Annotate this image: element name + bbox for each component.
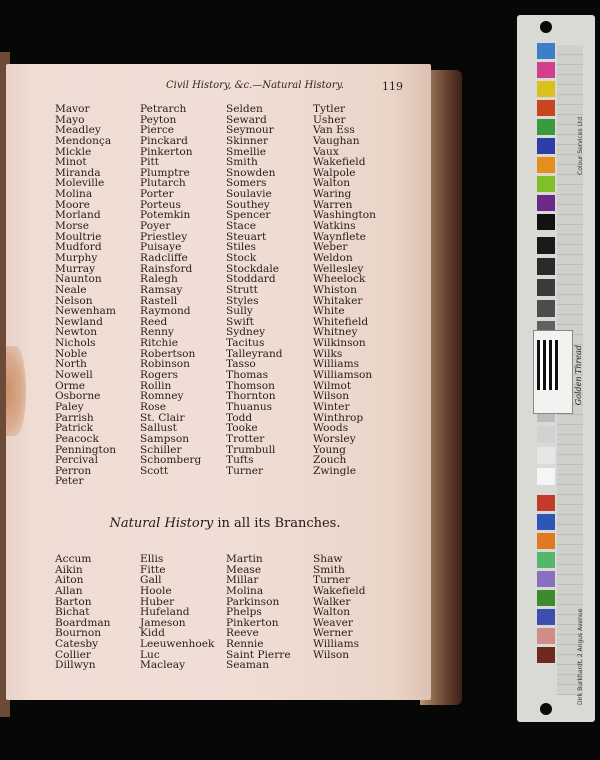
- name-entry: Priestley: [140, 230, 188, 243]
- name-entry: Walpole: [313, 166, 356, 179]
- name-entry: Spencer: [226, 209, 271, 222]
- page-number: 119: [382, 80, 403, 93]
- name-entry: Van Ess: [313, 124, 355, 137]
- name-entry: Moleville: [55, 177, 105, 190]
- color-swatch: [537, 62, 555, 78]
- section-title-italic: Natural History: [109, 516, 214, 531]
- name-entry: Wakefield: [313, 156, 366, 169]
- name-entry: Young: [313, 443, 346, 456]
- name-entry: Plumptre: [140, 166, 190, 179]
- name-entry: Wilson: [313, 390, 350, 403]
- name-entry: Smith: [313, 563, 345, 576]
- name-entry: Zwingle: [313, 464, 357, 477]
- name-entry: Catesby: [55, 638, 99, 651]
- name-entry: Saint Pierre: [226, 648, 291, 661]
- name-entry: Wellesley: [313, 262, 364, 275]
- color-swatch: [537, 590, 555, 606]
- name-entry: Murray: [55, 262, 96, 275]
- name-entry: Soulavie: [226, 188, 272, 201]
- name-entry: Murphy: [55, 251, 98, 264]
- name-entry: Wilmot: [313, 379, 352, 392]
- name-entry: Snowden: [226, 166, 276, 179]
- name-entry: Mudford: [55, 241, 102, 254]
- name-entry: Paley: [55, 400, 84, 413]
- name-entry: Scott: [140, 464, 169, 477]
- name-entry: Sully: [226, 305, 253, 318]
- name-entry: Seaman: [226, 659, 270, 672]
- name-entry: Pitt: [140, 156, 160, 169]
- name-entry: Newenham: [55, 305, 116, 318]
- name-entry: Collier: [55, 648, 91, 661]
- name-entry: Vaux: [313, 145, 339, 158]
- name-entry: Moore: [55, 198, 90, 211]
- name-entry: Miranda: [55, 166, 101, 179]
- page-stain: [6, 346, 26, 436]
- name-entry: Renny: [140, 326, 174, 339]
- name-entry: Radcliffe: [140, 251, 188, 264]
- name-entry: Stock: [226, 251, 257, 264]
- name-entry: Poyer: [140, 220, 171, 233]
- color-swatch: [537, 43, 555, 59]
- name-entry: Pinckard: [140, 134, 188, 147]
- color-swatch: [537, 552, 555, 568]
- name-entry: Somers: [226, 177, 267, 190]
- name-entry: Newton: [55, 326, 98, 339]
- name-entry: Moultrie: [55, 230, 102, 243]
- name-entry: Steuart: [226, 230, 267, 243]
- name-entry: Allan: [55, 584, 83, 597]
- gray-step: [537, 300, 555, 317]
- name-entry: Petrarch: [140, 103, 187, 115]
- name-entry: Swift: [226, 315, 254, 328]
- name-entry: Trotter: [226, 432, 265, 445]
- name-entry: Schiller: [140, 443, 182, 456]
- name-entry: Potemkin: [140, 209, 191, 222]
- color-swatch: [537, 647, 555, 663]
- name-entry: Seymour: [226, 124, 274, 137]
- name-entry: Puisaye: [140, 241, 182, 254]
- name-column-4: [313, 104, 376, 476]
- name-entry: Tooke: [226, 422, 258, 435]
- gray-step: [537, 468, 555, 485]
- name-entry: Bournon: [55, 627, 102, 640]
- name-entry: Percival: [55, 454, 98, 467]
- name-entry: Aiton: [55, 574, 84, 587]
- name-entry: Mayo: [55, 113, 85, 126]
- color-swatch: [537, 495, 555, 511]
- name-entry: Minot: [55, 156, 87, 169]
- name-entry: Woods: [313, 422, 349, 435]
- name-entry: Rastell: [140, 294, 178, 307]
- name-entry: Rollin: [140, 379, 172, 392]
- hole-icon: [540, 703, 552, 715]
- name-entry: Mickle: [55, 145, 92, 158]
- name-entry: Pennington: [55, 443, 117, 456]
- name-entry: Parkinson: [226, 595, 280, 608]
- name-entry: Whitefield: [313, 315, 369, 328]
- name-entry: Nelson: [55, 294, 93, 307]
- name-entry: Wilson: [313, 648, 350, 661]
- color-swatch: [537, 157, 555, 173]
- name-entry: Vaughan: [313, 134, 360, 147]
- name-entry: Parrish: [55, 411, 94, 424]
- name-entry: Skinner: [226, 134, 269, 147]
- name-entry: Mavor: [55, 103, 90, 115]
- name-entry: Thornton: [226, 390, 276, 403]
- name-entry: Thomas: [226, 369, 269, 382]
- name-column-1: [55, 104, 116, 487]
- name-entry: Stace: [226, 220, 257, 233]
- color-swatch: [537, 514, 555, 530]
- name-entry: Romney: [140, 390, 184, 403]
- section-title-rest: in all its Branches.: [213, 516, 341, 531]
- name-entry: Walton: [313, 606, 351, 619]
- color-swatch: [537, 138, 555, 154]
- color-swatch: [537, 81, 555, 97]
- name-entry: Schomberg: [140, 454, 202, 467]
- name-entry: Wilks: [313, 347, 343, 360]
- name-entry: Luc: [140, 648, 160, 661]
- name-entry: Mendonça: [55, 134, 112, 147]
- name-entry: Smith: [226, 156, 258, 169]
- name-entry: Worsley: [313, 432, 356, 445]
- name-entry: Dillwyn: [55, 659, 96, 672]
- name-entry: Stoddard: [226, 273, 276, 286]
- name-entry: Warren: [313, 198, 353, 211]
- name-entry: Kidd: [140, 627, 165, 640]
- name-entry: Smellie: [226, 145, 267, 158]
- name-entry: Leeuwenhoek: [140, 638, 215, 651]
- name-entry: Meadley: [55, 124, 101, 137]
- name-entry: Rogers: [140, 369, 178, 382]
- name-entry: Tasso: [226, 358, 256, 371]
- name-entry: Nowell: [55, 369, 93, 382]
- name-entry: Osborne: [55, 390, 101, 403]
- name-entry: Hoole: [140, 584, 172, 597]
- name-entry: Newland: [55, 315, 103, 328]
- name-entry: North: [55, 358, 87, 371]
- name-entry: Reed: [140, 315, 168, 328]
- name-entry: Morland: [55, 209, 101, 222]
- name-entry: Ritchie: [140, 337, 179, 350]
- gray-step: [537, 447, 555, 464]
- gray-step: [537, 237, 555, 254]
- name-entry: Peacock: [55, 432, 99, 445]
- name-entry: Pinkerton: [226, 616, 279, 629]
- name-entry: Molina: [55, 188, 93, 201]
- name-column-3: [226, 104, 283, 476]
- name-entry: Neale: [55, 283, 87, 296]
- color-swatch: [537, 195, 555, 211]
- name-entry: Porter: [140, 188, 174, 201]
- name-entry: Williamson: [313, 369, 373, 382]
- name-entry: Rainsford: [140, 262, 193, 275]
- name-entry: Accum: [55, 553, 92, 565]
- name-entry: Shaw: [313, 553, 343, 565]
- name-entry: St. Clair: [140, 411, 185, 424]
- name-entry: Martin: [226, 553, 263, 565]
- name-entry: Bichat: [55, 606, 90, 619]
- name-entry: Wilkinson: [313, 337, 366, 350]
- name-entry: Boardman: [55, 616, 111, 629]
- color-swatch: [537, 176, 555, 192]
- name-entry: Patrick: [55, 422, 94, 435]
- name-entry: Talleyrand: [226, 347, 283, 360]
- name-entry: Wheelock: [313, 273, 366, 286]
- name-entry: Fitte: [140, 563, 166, 576]
- name-entry: Tytler: [313, 103, 346, 115]
- name-entry: Southey: [226, 198, 270, 211]
- name-entry: Williams: [313, 358, 360, 371]
- name-entry: Watkins: [313, 220, 356, 233]
- name-entry: Selden: [226, 103, 263, 115]
- name-entry: Perron: [55, 464, 92, 477]
- name-entry: Jameson: [140, 616, 186, 629]
- name-entry: Thomson: [226, 379, 275, 392]
- name-entry: Trumbull: [226, 443, 276, 456]
- name-entry: Pierce: [140, 124, 175, 137]
- gray-step: [537, 279, 555, 296]
- name-entry: Raymond: [140, 305, 191, 318]
- color-swatch: [537, 533, 555, 549]
- color-swatch: [537, 628, 555, 644]
- section-title: [60, 516, 390, 531]
- resolution-target: [537, 340, 559, 390]
- name-entry: Plutarch: [140, 177, 186, 190]
- checker-side-text-top: Colour Services Ltd: [577, 116, 584, 175]
- name-entry: Walton: [313, 177, 351, 190]
- name-entry: Tufts: [226, 454, 254, 467]
- name-entry: Turner: [226, 464, 264, 477]
- name-entry: Ramsay: [140, 283, 183, 296]
- name-entry: Whiston: [313, 283, 357, 296]
- name-entry: Barton: [55, 595, 92, 608]
- name-entry: Naunton: [55, 273, 102, 286]
- color-swatch: [537, 119, 555, 135]
- name-entry: Mease: [226, 563, 262, 576]
- name-entry: Stockdale: [226, 262, 279, 275]
- name-entry: Winter: [313, 400, 350, 413]
- color-swatch: [537, 609, 555, 625]
- name-entry: Walker: [313, 595, 351, 608]
- name-entry: Robertson: [140, 347, 196, 360]
- name-entry: Stiles: [226, 241, 256, 254]
- gray-step: [537, 258, 555, 275]
- name-entry: Weber: [313, 241, 348, 254]
- color-swatch: [537, 214, 555, 230]
- name-column-2: [140, 554, 214, 671]
- name-entry: Turner: [313, 574, 351, 587]
- name-entry: Washington: [313, 209, 376, 222]
- name-entry: Williams: [313, 638, 360, 651]
- name-entry: Macleay: [140, 659, 186, 672]
- name-entry: Waynflete: [313, 230, 366, 243]
- name-entry: Robinson: [140, 358, 190, 371]
- name-entry: Sallust: [140, 422, 177, 435]
- name-column-3: [226, 554, 291, 671]
- name-entry: Peyton: [140, 113, 177, 126]
- name-entry: Rennie: [226, 638, 264, 651]
- name-entry: Tacitus: [226, 337, 265, 350]
- name-entry: Werner: [313, 627, 353, 640]
- name-entry: Aikin: [55, 563, 83, 576]
- name-entry: White: [313, 305, 345, 318]
- name-entry: Sydney: [226, 326, 266, 339]
- name-column-2: [140, 104, 201, 476]
- name-entry: Phelps: [226, 606, 262, 619]
- name-entry: Ralegh: [140, 273, 178, 286]
- name-entry: Gall: [140, 574, 162, 587]
- name-entry: Noble: [55, 347, 88, 360]
- name-entry: Orme: [55, 379, 86, 392]
- name-entry: Seward: [226, 113, 267, 126]
- name-entry: Peter: [55, 475, 84, 488]
- name-column-4: [313, 554, 365, 660]
- gray-step: [537, 426, 555, 443]
- name-column-1: [55, 554, 111, 671]
- running-head: Civil History, &c.—Natural History.: [166, 80, 344, 91]
- name-entry: Winthrop: [313, 411, 364, 424]
- name-entry: Pinkerton: [140, 145, 193, 158]
- name-entry: Strutt: [226, 283, 258, 296]
- checker-brand: Golden Thread: [574, 345, 583, 406]
- hole-icon: [540, 21, 552, 33]
- name-entry: Sampson: [140, 432, 190, 445]
- name-entry: Waring: [313, 188, 352, 201]
- name-entry: Morse: [55, 220, 89, 233]
- name-entry: Huber: [140, 595, 175, 608]
- color-swatch: [537, 100, 555, 116]
- name-entry: Millar: [226, 574, 259, 587]
- name-entry: Molina: [226, 584, 264, 597]
- name-entry: Thuanus: [226, 400, 273, 413]
- name-entry: Reeve: [226, 627, 259, 640]
- name-entry: Whitaker: [313, 294, 363, 307]
- name-entry: Weaver: [313, 616, 353, 629]
- checker-side-text: Dirk Burkhardt, 2 Angus Avenue: [577, 608, 584, 705]
- name-entry: Wakefield: [313, 584, 366, 597]
- name-entry: Whitney: [313, 326, 358, 339]
- name-entry: Styles: [226, 294, 259, 307]
- name-entry: Ellis: [140, 553, 164, 565]
- name-entry: Weldon: [313, 251, 353, 264]
- name-entry: Hufeland: [140, 606, 190, 619]
- name-entry: Usher: [313, 113, 346, 126]
- name-entry: Nichols: [55, 337, 96, 350]
- name-entry: Zouch: [313, 454, 347, 467]
- color-swatch: [537, 571, 555, 587]
- name-entry: Porteus: [140, 198, 181, 211]
- name-entry: Todd: [226, 411, 253, 424]
- name-entry: Rose: [140, 400, 167, 413]
